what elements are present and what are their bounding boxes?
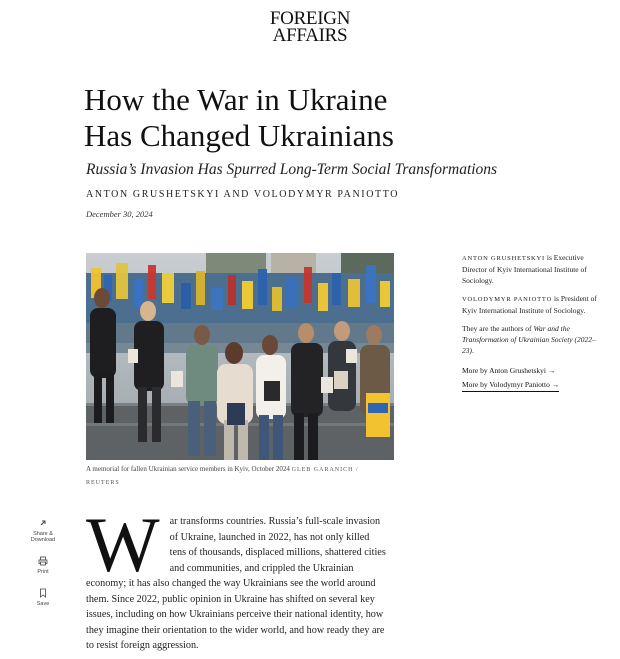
print-label: Print	[37, 569, 49, 575]
bookmark-icon	[38, 588, 48, 598]
bio-author-1-role: is Executive Director of Kyiv International Institute of Sociology.	[462, 253, 587, 285]
bio-author-2-role: is President of Kyiv International Institute of Sociology.	[462, 294, 597, 315]
bio-book	[462, 323, 602, 356]
photo-caption	[86, 463, 386, 489]
body-paragraph: ar transforms countries. Russia’s full-scale invasion of Ukraine, launched in 2022, has not only killed tens of thousands, displaced millions, shattered cities and communities, and crippled the Ukrainian economy; it has also changed the way Ukrainians see the world around them. Since 2022, public opinion in Ukraine has shifted on several key issues, including on how Ukrainians perceive their national identity, how they imagine their orientation to the wider world, and how ready they are to resist foreign aggression.	[86, 516, 386, 651]
title-line-2: Has Changed Ukrainians	[84, 118, 394, 153]
logo-line-2: AFFAIRS	[272, 25, 348, 46]
article-subtitle: Russia’s Invasion Has Spurred Long-Term Social Transformations	[86, 161, 498, 178]
caption-text: A memorial for fallen Ukrainian service members in Kyiv, October 2024	[86, 465, 290, 473]
site-logo[interactable]	[0, 10, 620, 44]
save-button[interactable]	[28, 588, 58, 607]
bio-book-title: War and the Transformation of Ukrainian Society (2022–23)	[462, 324, 596, 355]
article-tools	[28, 518, 58, 620]
bio-author-1	[462, 252, 602, 286]
lead-photo	[86, 253, 394, 460]
publish-date: December 30, 2024	[86, 209, 153, 219]
bio-book-prefix: They are the authors of	[462, 324, 534, 333]
bio-author-1-name: ANTON GRUSHETSKYI	[462, 255, 545, 262]
title-line-1: How the War in Ukraine	[84, 82, 388, 117]
bio-author-2-name: VOLODYMYR PANIOTTO	[462, 296, 553, 303]
drop-cap: W	[86, 501, 160, 588]
article-title	[84, 82, 504, 154]
more-by-author-2-link[interactable]: More by Volodymyr Paniotto →	[462, 379, 559, 392]
logo-line-1: FOREIGN	[269, 8, 351, 29]
share-download-button[interactable]	[28, 518, 58, 543]
print-icon	[38, 556, 48, 566]
bio-book-suffix: .	[472, 346, 474, 355]
save-label: Save	[36, 601, 50, 607]
print-button[interactable]	[28, 556, 58, 575]
author-bio	[462, 252, 602, 392]
bio-author-2	[462, 293, 602, 316]
article-byline[interactable]: ANTON GRUSHETSKYI AND VOLODYMYR PANIOTTO	[86, 189, 400, 200]
share-label: Share & Download	[30, 531, 56, 543]
photo-credit: GLEB GARANICH / REUTERS	[86, 467, 359, 486]
more-by-author-1-link[interactable]: More by Anton Grushetskyi →	[462, 366, 556, 375]
share-icon	[38, 518, 48, 528]
article-body	[86, 501, 386, 654]
